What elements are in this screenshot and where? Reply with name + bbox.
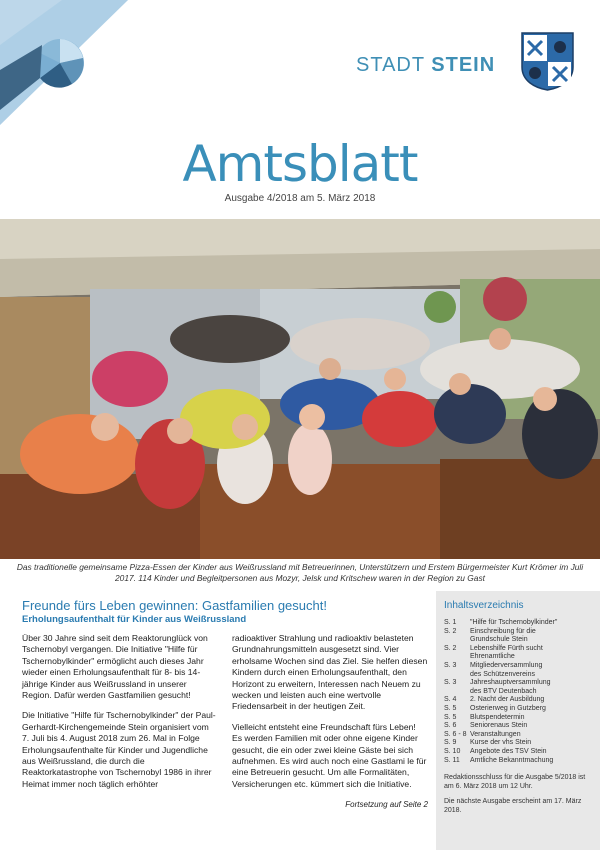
toc-item-label: Jahreshauptversammlung — [470, 679, 551, 687]
cover-photo — [0, 219, 600, 559]
continued-link[interactable]: Fortsetzung auf Seite 2 — [345, 800, 428, 810]
toc-item[interactable] — [444, 662, 592, 671]
toc-item[interactable] — [444, 628, 592, 637]
toc-item[interactable] — [444, 688, 592, 697]
toc-item[interactable] — [444, 739, 592, 748]
toc-item-label: Kurse der vhs Stein — [470, 739, 532, 747]
toc-item-page: S. 4 — [444, 696, 457, 704]
toc-item[interactable] — [444, 731, 592, 740]
toc-item[interactable] — [444, 636, 592, 645]
toc-item-page: S. 9 — [444, 739, 457, 747]
toc-item[interactable] — [444, 645, 592, 654]
article-paragraph: Über 30 Jahre sind seit dem Reaktorunglück von Tschernobyl vergangen. Die Initiative "Hilfe für Tschernobylkinder" ermöglicht auch dieses Jahr wieder einen Erholungsaufenthalt für 8- bis 14-jährige Kinder aus Weißrussland in unserer Region. Dafür werden Gastfamilien gesucht! — [22, 633, 208, 701]
toc-item[interactable] — [444, 748, 592, 757]
next-issue-note: Die nächste Ausgabe erscheint am 17. März 2018. — [444, 798, 582, 815]
city-name-regular: STADT — [356, 54, 425, 76]
toc-item-label: Ehrenamtliche — [470, 653, 515, 661]
toc-item[interactable] — [444, 696, 592, 705]
table-of-contents — [436, 591, 600, 850]
toc-item[interactable] — [444, 714, 592, 723]
toc-item-label: Seniorenaus Stein — [470, 722, 528, 730]
toc-item-label: Grundschule Stein — [470, 636, 528, 644]
toc-item[interactable] — [444, 619, 592, 628]
toc-item[interactable] — [444, 722, 592, 731]
city-logo-graphic — [0, 0, 140, 130]
toc-item[interactable] — [444, 679, 592, 688]
toc-item-page: S. 2 — [444, 627, 457, 635]
toc-item-label: "Hilfe für Tschernobylkinder" — [470, 619, 558, 626]
toc-item-page: S. 10 — [444, 747, 461, 755]
toc-item-page: S. 1 — [444, 619, 457, 626]
toc-item-page: S. 5 — [444, 713, 457, 721]
toc-item-page: S. 2 — [444, 644, 457, 652]
photo-caption: Das traditionelle gemeinsame Pizza-Essen der Kinder aus Weißrussland mit Betreuerinnen, Unterstützern und Erstem Bürgermeister Kurt Krömer im Juli 2017. 114 Kinder und Begleitpersonen aus Mozyr, Jelsk und Kritschew waren in der Region zu Gast — [16, 562, 584, 583]
toc-item-label: Veranstaltungen — [470, 730, 521, 738]
toc-item-label: des BTV Deutenbach — [470, 687, 537, 695]
toc-item-label: 2. Nacht der Ausbildung — [470, 696, 545, 704]
coat-of-arms-icon — [520, 31, 575, 91]
toc-item-label: Amtliche Bekanntmachung — [470, 756, 554, 764]
toc-item[interactable] — [444, 757, 592, 766]
toc-item-page: S. 6 — [444, 722, 457, 730]
deadline-note: Redaktionsschluss für die Ausgabe 5/2018 ist am 6. März 2018 um 12 Uhr. — [444, 774, 586, 791]
toc-item-page — [444, 653, 470, 662]
article-column-1 — [22, 633, 218, 799]
toc-item-label: Angebote des TSV Stein — [470, 747, 547, 755]
toc-item-page: S. 5 — [444, 704, 457, 712]
article-paragraph: radioaktiver Strahlung und radioaktiv belasteten Grundnahrungsmitteln ausgesetzt sind. Vier erholsame Wochen sind das Ziel. Sie helfen diesen Kindern durch einen Erholungsaufenthalt, den Horizont zu erweitern, Interessen nach Neuem zu wecken und leisten auch eine wertvolle Friedensarbeit in der heutigen Zeit. — [232, 633, 428, 712]
toc-item-page: S. 11 — [444, 756, 460, 764]
article-column-2 — [232, 633, 428, 811]
toc-title: Inhaltsverzeichnis — [444, 600, 524, 611]
toc-item-label: Mitgliederversammlung — [470, 661, 543, 669]
toc-item-page — [444, 636, 470, 645]
article-paragraph: Die Initiative "Hilfe für Tschernobylkinder" der Paul-Gerhardt-Kirchengemeinde Stein organisiert vom 7. Juli bis 4. August 2018 zum 26. Mal in Folge Erholungsaufenthalte für Kinder und Jugendliche aus Weißrussland, die durch die Reaktorkatastrophe von Tschernobyl 1986 in ihrer Heimat immer noch täglich erhöhter — [22, 710, 216, 789]
article-paragraph: Vielleicht entsteht eine Freundschaft fürs Leben! Es werden Familien mit oder ohne eigene Kinder gesucht, die ein oder zwei kleine Gäste bei sich aufnehmen. Es wird auch noch eine Gastlami le für eine Betreuerin gesucht. Um alle Formalitäten, Versicherungen etc. kümmert sich die Initiative. — [232, 721, 427, 789]
city-name-bold: STEIN — [431, 54, 496, 76]
toc-item[interactable] — [444, 705, 592, 714]
city-name — [356, 54, 495, 77]
toc-item-page: S. 3 — [444, 661, 457, 669]
toc-item-label: Osterierweg in Gutzberg — [470, 704, 546, 712]
masthead-title: Amtsblatt — [182, 135, 418, 193]
toc-item-label: des Schützenvereins — [470, 670, 535, 678]
toc-item-page — [444, 688, 470, 697]
toc-item-page: S. 6 - 8 — [444, 730, 467, 738]
toc-item-label: Einschreibung für die — [470, 627, 536, 635]
toc-item-page: S. 3 — [444, 679, 457, 687]
toc-list — [444, 619, 592, 765]
issue-line: Ausgabe 4/2018 am 5. März 2018 — [224, 193, 376, 204]
toc-item-label: Lebenshilfe Fürth sucht — [470, 644, 543, 652]
article-subhead: Erholungsaufenthalt für Kinder aus Weißrussland — [22, 614, 247, 625]
toc-item-page — [444, 671, 470, 680]
toc-item[interactable] — [444, 653, 592, 662]
toc-item-label: Blutspendetermin — [470, 713, 525, 721]
article-headline: Freunde fürs Leben gewinnen: Gastfamilien gesucht! — [22, 598, 327, 613]
toc-item[interactable] — [444, 671, 592, 680]
